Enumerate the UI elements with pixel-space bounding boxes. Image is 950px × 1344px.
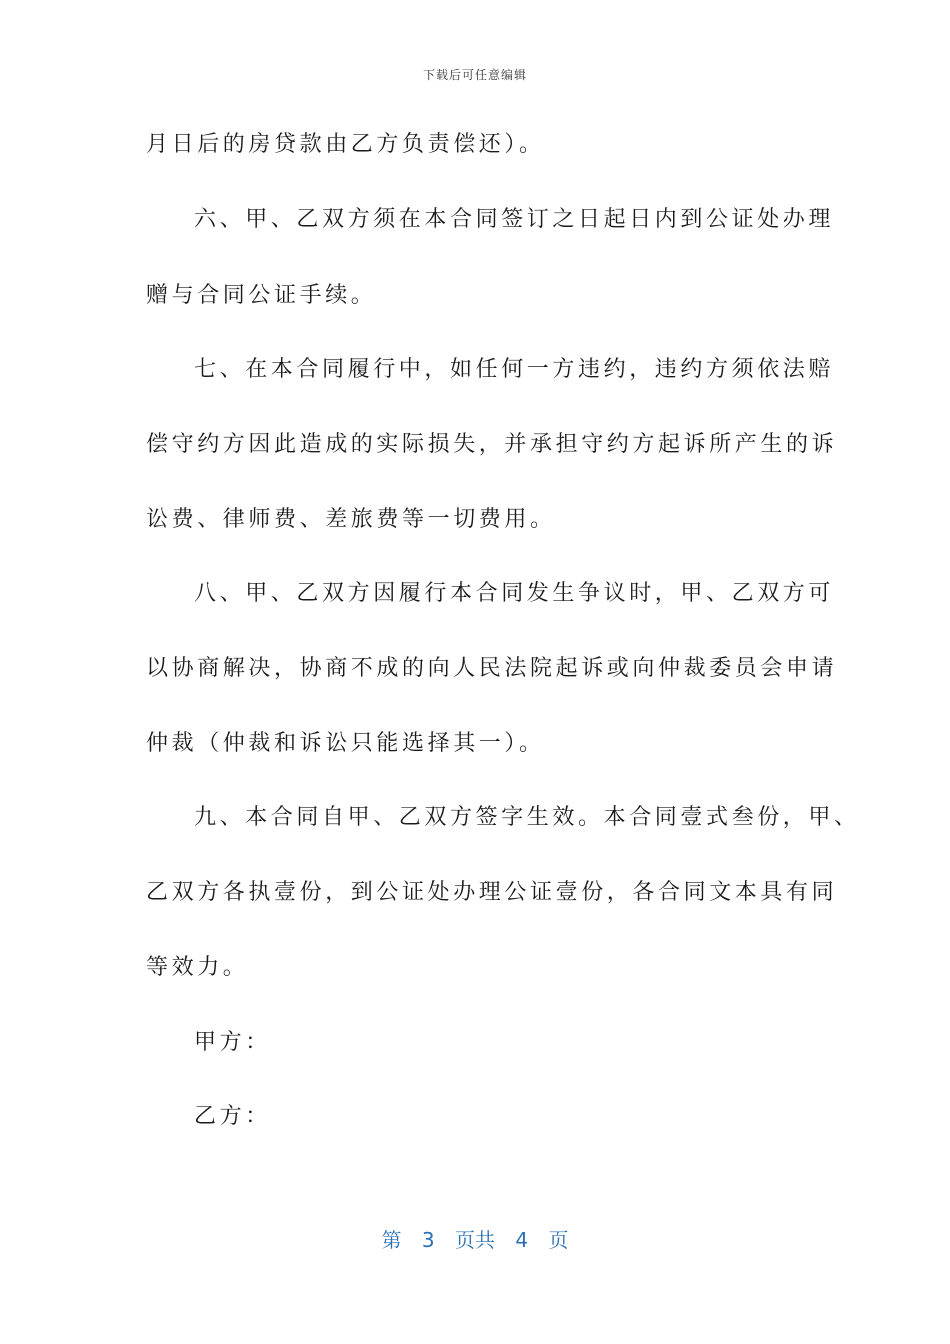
body-line: 乙双方各执壹份，到公证处办理公证壹份，各合同文本具有同 <box>146 880 838 905</box>
body-line: 六、甲、乙双方须在本合同签订之日起日内到公证处办理 <box>194 207 835 232</box>
body-line: 七、在本合同履行中，如任何一方违约，违约方须依法赔 <box>194 357 835 382</box>
footer-prefix: 第 <box>381 1228 402 1252</box>
body-line: 等效力。 <box>146 955 249 980</box>
body-line: 月日后的房贷款由乙方负责偿还）。 <box>146 132 545 157</box>
footer-total-pages: 4 <box>515 1228 529 1252</box>
party-b-signature: 乙方： <box>194 1104 271 1129</box>
party-a-signature: 甲方： <box>194 1030 271 1055</box>
page-header: 下载后可任意编辑 <box>422 68 527 82</box>
footer-current-page: 3 <box>421 1228 435 1252</box>
body-line: 以协商解决，协商不成的向人民法院起诉或向仲裁委员会申请 <box>146 656 838 681</box>
footer-middle: 页共 <box>455 1228 495 1252</box>
body-line: 赠与合同公证手续。 <box>146 283 377 308</box>
body-line: 仲裁（仲裁和诉讼只能选择其一）。 <box>146 731 545 756</box>
page-footer <box>0 1224 950 1253</box>
body-line: 偿守约方因此造成的实际损失，并承担守约方起诉所产生的诉 <box>146 432 838 457</box>
body-line: 八、甲、乙双方因履行本合同发生争议时，甲、乙双方可 <box>194 581 835 606</box>
body-line: 讼费、律师费、差旅费等一切费用。 <box>146 507 556 532</box>
body-line: 九、本合同自甲、乙双方签字生效。本合同壹式叁份，甲、 <box>194 805 860 830</box>
footer-suffix: 页 <box>548 1228 569 1252</box>
